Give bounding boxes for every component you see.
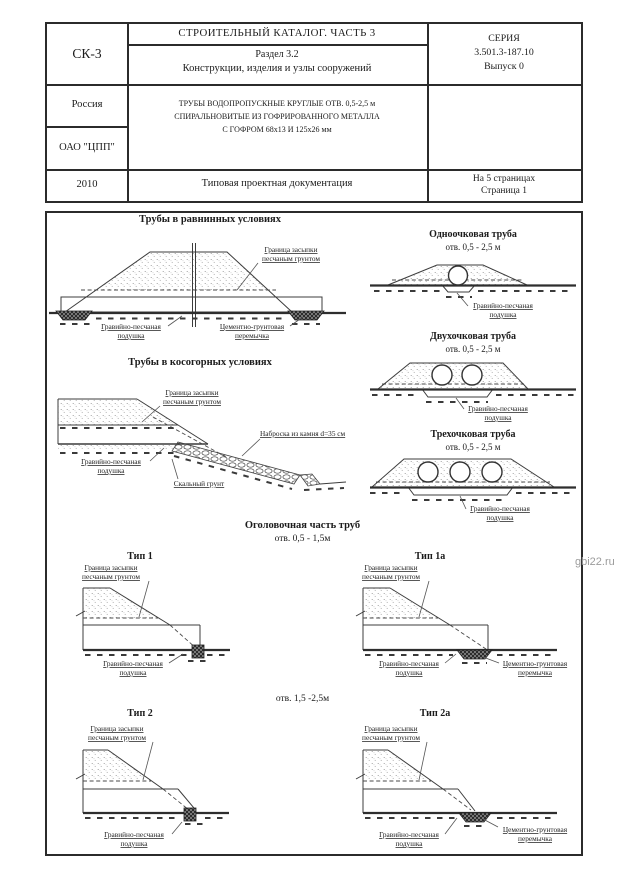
header-table: [45, 22, 583, 203]
jumper-label: Цементно-грунтовая: [502, 659, 568, 668]
pipe-circle: [418, 462, 438, 482]
pages-info: [427, 173, 581, 197]
leader-line: [456, 398, 464, 409]
series-number: 3.501.3-187.10: [474, 47, 534, 58]
single-pipe-title: Одноочковая труба: [429, 229, 517, 240]
stone-fill-band: [172, 442, 300, 484]
divider: [47, 169, 581, 171]
fill-boundary-label: Граница засыпки: [84, 563, 138, 572]
leader-line: [242, 439, 260, 456]
buried-slope-line: [163, 789, 189, 810]
watermark: gbi22.ru: [575, 556, 615, 568]
end-block: [192, 645, 204, 658]
cushion-label: подушка: [117, 331, 145, 340]
stone-fill-label: Наброска из камня d=35 см: [260, 429, 346, 438]
leader-line: [483, 819, 498, 827]
product-line-3: С ГОФРОМ 68х13 И 125х26 мм: [222, 125, 332, 134]
pages-count: На 5 страницах: [472, 174, 536, 184]
product-line-2: СПИРАЛЬНОВИТЫЕ ИЗ ГОФРИРОВАННОГО МЕТАЛЛА: [174, 112, 380, 121]
fill-boundary-label: Граница засыпки: [165, 388, 219, 397]
cushion-label: Гравийно-песчаная: [379, 659, 439, 668]
cement-soil-wedge: [288, 311, 324, 320]
pipe-circle: [462, 365, 482, 385]
ground-line: [320, 482, 346, 484]
leader-line: [445, 818, 457, 834]
leader-line: [150, 448, 164, 461]
series-label: СЕРИЯ: [488, 33, 520, 44]
section-description: Конструкции, изделия и узлы сооружений: [182, 63, 372, 74]
fill-boundary-label: песчаным грунтом: [82, 572, 140, 581]
doc-type: Типовая проектная документация: [201, 178, 353, 189]
fill-boundary-label: Граница засыпки: [264, 245, 318, 254]
leader-line: [483, 657, 499, 663]
cushion-label: Гравийно-песчаная: [379, 830, 439, 839]
cushion-label: Гравийно-песчаная: [104, 830, 164, 839]
slope-conditions-title: Трубы в косогорных условиях: [128, 357, 272, 368]
cement-soil-jumper: [457, 650, 492, 659]
leader-line: [172, 459, 178, 479]
triple-pipe-title: Трехочковая труба: [430, 429, 516, 440]
type-2a-title: Тип 2а: [419, 708, 451, 719]
divider: [127, 44, 427, 46]
catalog-title: СТРОИТЕЛЬНЫЙ КАТАЛОГ. ЧАСТЬ 3: [178, 27, 376, 39]
embankment-sand-fill: [363, 588, 439, 618]
fill-boundary-label: Граница засыпки: [90, 724, 144, 733]
embankment-sand-fill: [378, 363, 528, 389]
jumper-label: Цементно-грунтовая: [502, 825, 568, 834]
year: 2010: [76, 179, 98, 190]
type-2a-diagram: [335, 720, 585, 852]
cushion-label: подушка: [120, 839, 148, 848]
pipe-circle: [482, 462, 502, 482]
single-pipe-sub: отв. 0,5 - 2,5 м: [445, 242, 501, 252]
head-section-sub-large: отв. 1,5 -2,5м: [275, 694, 330, 704]
buried-slope-line: [450, 625, 486, 649]
page-number: Страница 1: [480, 186, 528, 196]
type-1a-title: Тип 1а: [414, 551, 446, 562]
type-2-title: Тип 2: [127, 708, 153, 719]
cushion-label: подушка: [486, 513, 514, 522]
section-number: Раздел 3.2: [255, 49, 299, 60]
cement-soil-wedge: [56, 311, 92, 320]
divider: [47, 126, 127, 128]
embankment-sand-fill: [83, 588, 159, 618]
header-code: СК-3: [72, 46, 102, 61]
type-1a-diagram: [335, 562, 585, 682]
cushion-label: подушка: [395, 668, 423, 677]
cushion-label: Гравийно-песчаная: [81, 457, 141, 466]
organization: ОАО "ЦПП": [59, 142, 115, 153]
cushion-label: подушка: [395, 839, 423, 848]
end-block: [184, 808, 196, 821]
cushion-label: Гравийно-песчаная: [101, 322, 161, 331]
buried-slope-line: [443, 789, 471, 810]
leader-line: [460, 496, 466, 509]
leader-line: [143, 742, 153, 780]
flat-terrain-diagram: [48, 240, 348, 345]
beveled-pipe-end: [458, 789, 475, 811]
jumper-label: перемычка: [518, 834, 552, 843]
fill-boundary-label: песчаным грунтом: [163, 397, 221, 406]
pipe-circle: [449, 266, 468, 285]
double-pipe-sub: отв. 0,5 - 2,5 м: [445, 344, 501, 354]
divider: [47, 84, 581, 86]
cushion-label: Гравийно-песчаная: [103, 659, 163, 668]
triple-pipe-sub: отв. 0,5 - 2,5 м: [445, 442, 501, 452]
jumper-label: Цементно-грунтовая: [219, 322, 285, 331]
cushion-strip: [58, 445, 186, 450]
cushion-label: подушка: [489, 310, 517, 319]
flat-conditions-title: Трубы в равнинных условиях: [139, 214, 281, 225]
fill-boundary-label: Граница засыпки: [364, 724, 418, 733]
product-line-1: ТРУБЫ ВОДОПРОПУСКНЫЕ КРУГЛЫЕ ОТВ. 0,5-2,5 м: [178, 99, 376, 108]
type-2-diagram: [55, 720, 305, 852]
type-1-diagram: [55, 562, 305, 682]
jumper-label: перемычка: [235, 331, 269, 340]
cushion-label: Гравийно-песчаная: [470, 504, 530, 513]
rock-soil-label: Скальный грунт: [173, 479, 225, 488]
double-pipe-title: Двухочковая труба: [430, 331, 516, 342]
type-1-title: Тип 1: [127, 551, 153, 562]
stone-trough: [300, 474, 320, 486]
embankment-sand-fill: [83, 750, 152, 781]
fill-boundary-label: песчаным грунтом: [362, 733, 420, 742]
pipe-circle: [450, 462, 470, 482]
cushion-label: подушка: [97, 466, 125, 475]
fill-boundary-label: песчаным грунтом: [262, 254, 320, 263]
fill-boundary-label: песчаным грунтом: [362, 572, 420, 581]
product-title: [127, 97, 427, 136]
cushion-label: Гравийно-песчаная: [473, 301, 533, 310]
head-section-sub-small: отв. 0,5 - 1,5м: [274, 534, 331, 544]
country: Россия: [71, 99, 103, 110]
cushion-label: Гравийно-песчаная: [468, 404, 528, 413]
head-section-title: Оголовочная часть труб: [244, 520, 361, 531]
pipe-band: [61, 297, 322, 312]
series-issue: Выпуск 0: [484, 61, 524, 72]
fill-boundary-label: Граница засыпки: [364, 563, 418, 572]
soil-hatch: [304, 488, 344, 490]
double-pipe-diagram: [368, 356, 578, 434]
embankment-sand-fill: [96, 252, 268, 290]
fill-boundary-label: песчаным грунтом: [88, 733, 146, 742]
cushion-label: подушка: [119, 668, 147, 677]
cushion-label: подушка: [484, 413, 512, 422]
pipe-circle: [432, 365, 452, 385]
jumper-label: перемычка: [518, 668, 552, 677]
slope-terrain-diagram: [48, 372, 393, 497]
single-pipe-diagram: [368, 253, 578, 331]
leader-line: [172, 822, 182, 834]
leader-line: [457, 293, 468, 306]
